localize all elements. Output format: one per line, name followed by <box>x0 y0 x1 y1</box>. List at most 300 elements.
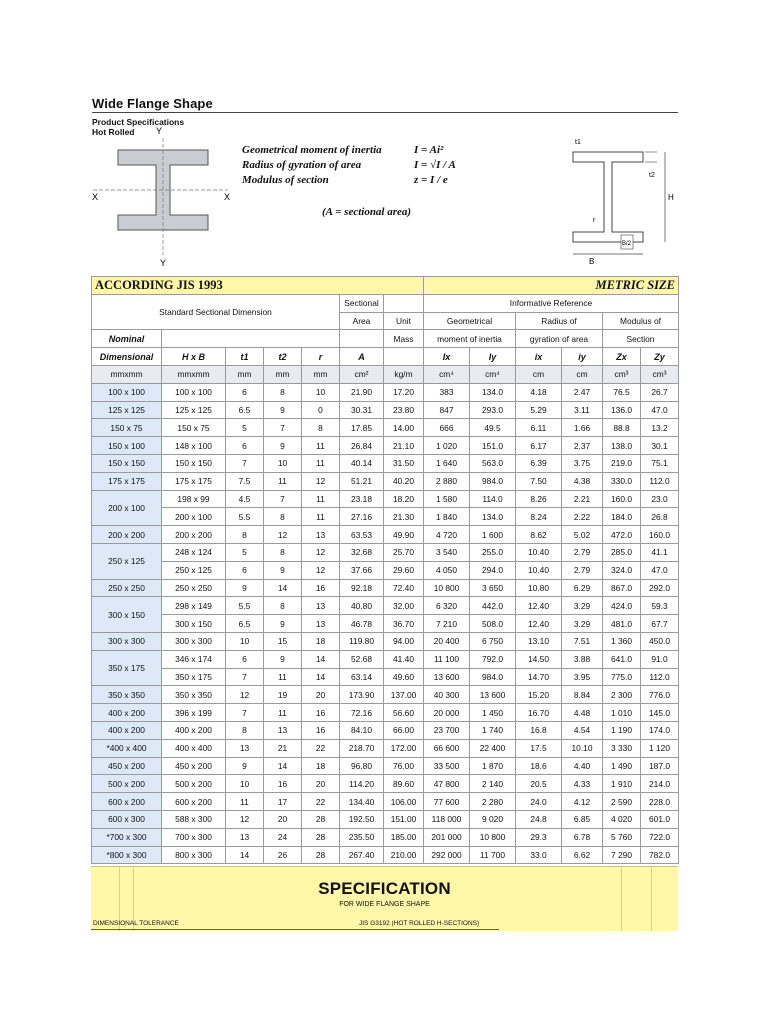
data-cell: 867.0 <box>603 579 641 597</box>
data-cell: 6.39 <box>516 454 562 472</box>
data-cell: 138.0 <box>603 437 641 455</box>
data-cell: 500 x 200 <box>162 775 226 793</box>
nominal-cell: 250 x 250 <box>92 579 162 597</box>
x-right-label: X <box>224 192 231 202</box>
data-cell: 700 x 300 <box>162 828 226 846</box>
data-cell: 92.18 <box>340 579 384 597</box>
data-cell: 3.75 <box>562 454 603 472</box>
y-bottom-label: Y <box>160 258 167 268</box>
data-cell: 84.10 <box>340 721 384 739</box>
data-cell: 63.53 <box>340 526 384 544</box>
data-cell: 151.00 <box>384 810 424 828</box>
data-cell: 67.7 <box>641 615 679 633</box>
data-cell: 66 600 <box>424 739 470 757</box>
data-cell: 6.85 <box>562 810 603 828</box>
data-cell: 6.5 <box>226 615 264 633</box>
data-cell: 8 <box>264 543 302 561</box>
data-cell: 10.40 <box>516 561 562 579</box>
data-cell: 5 <box>226 419 264 437</box>
data-cell: 112.0 <box>641 472 679 490</box>
unit-cell: cm <box>562 365 603 383</box>
data-cell: 33.0 <box>516 846 562 864</box>
data-cell: 8 <box>226 526 264 544</box>
data-cell: 160.0 <box>603 490 641 508</box>
symbol-cell: Ix <box>424 348 470 366</box>
data-cell: 11 <box>302 437 340 455</box>
table-row <box>92 721 679 739</box>
data-cell: 16.70 <box>516 704 562 722</box>
data-cell: 984.0 <box>470 668 516 686</box>
data-cell: 125 x 125 <box>162 401 226 419</box>
table-row <box>92 579 679 597</box>
data-cell: 7 290 <box>603 846 641 864</box>
data-cell: 1 190 <box>603 721 641 739</box>
data-cell: 7 <box>226 454 264 472</box>
data-cell: 20 <box>302 775 340 793</box>
unit-cell: mm <box>302 365 340 383</box>
data-cell: 298 x 149 <box>162 597 226 615</box>
unit-cell: cm³ <box>603 365 641 383</box>
data-cell: 601.0 <box>641 810 679 828</box>
data-cell: 160.0 <box>641 526 679 544</box>
symbol-cell: iy <box>562 348 603 366</box>
data-cell: 6 750 <box>470 632 516 650</box>
table-row <box>92 383 679 401</box>
data-cell: 33 500 <box>424 757 470 775</box>
radius-header: Radius of <box>516 312 603 330</box>
data-cell: 17 <box>264 793 302 811</box>
data-cell: 4 050 <box>424 561 470 579</box>
data-cell: 96.80 <box>340 757 384 775</box>
nominal-cell: 300 x 150 <box>92 597 162 633</box>
data-cell: 51.21 <box>340 472 384 490</box>
data-cell: 6.11 <box>516 419 562 437</box>
data-cell: 192.50 <box>340 810 384 828</box>
data-cell: 210.00 <box>384 846 424 864</box>
symbol-cell: r <box>302 348 340 366</box>
data-cell: 2.37 <box>562 437 603 455</box>
data-cell: 383 <box>424 383 470 401</box>
table-row <box>92 810 679 828</box>
t2-label: t2 <box>649 172 655 179</box>
data-cell: 11 100 <box>424 650 470 668</box>
data-cell: 7.51 <box>562 632 603 650</box>
table-row <box>92 526 679 544</box>
blank-cell <box>340 330 384 348</box>
data-cell: 26.84 <box>340 437 384 455</box>
data-cell: 722.0 <box>641 828 679 846</box>
data-cell: 49.90 <box>384 526 424 544</box>
nominal-cell: *400 x 400 <box>92 739 162 757</box>
data-cell: 219.0 <box>603 454 641 472</box>
data-cell: 21.10 <box>384 437 424 455</box>
data-cell: 26 <box>264 846 302 864</box>
data-cell: 3.88 <box>562 650 603 668</box>
data-cell: 28 <box>302 810 340 828</box>
data-cell: 9 <box>264 437 302 455</box>
data-cell: 63.14 <box>340 668 384 686</box>
data-cell: 174.0 <box>641 721 679 739</box>
data-cell: 2 300 <box>603 686 641 704</box>
data-cell: 198 x 99 <box>162 490 226 508</box>
table-row <box>92 757 679 775</box>
product-spec-label: Product Specifications <box>92 117 185 127</box>
specification-banner <box>91 866 678 931</box>
data-cell: 6 <box>226 650 264 668</box>
data-cell: 175 x 175 <box>162 472 226 490</box>
data-cell: 9 <box>226 579 264 597</box>
data-cell: 21.90 <box>340 383 384 401</box>
data-cell: 15 <box>264 632 302 650</box>
blank-cell <box>162 330 340 348</box>
table-row <box>92 828 679 846</box>
nominal-cell: *700 x 300 <box>92 828 162 846</box>
data-cell: 47.0 <box>641 561 679 579</box>
symbol-cell: t2 <box>264 348 302 366</box>
informative-header: Informative Reference <box>424 294 679 312</box>
data-cell: 52.68 <box>340 650 384 668</box>
data-cell: 11 <box>264 472 302 490</box>
symbol-cell: Iy <box>470 348 516 366</box>
data-cell: 4 020 <box>603 810 641 828</box>
b-half-label: B/2 <box>622 241 632 247</box>
data-cell: 267.40 <box>340 846 384 864</box>
data-cell: 13 <box>302 615 340 633</box>
data-cell: 1 910 <box>603 775 641 793</box>
data-cell: 2 140 <box>470 775 516 793</box>
data-cell: 9 <box>264 650 302 668</box>
data-cell: 16 <box>302 721 340 739</box>
data-cell: 9 <box>264 561 302 579</box>
unit-cell: mm <box>264 365 302 383</box>
sectional-header: Sectional <box>340 294 384 312</box>
specification-subtitle: FOR WIDE FLANGE SHAPE <box>339 901 430 908</box>
data-cell: 2.79 <box>562 561 603 579</box>
data-cell: 292 000 <box>424 846 470 864</box>
data-cell: 31.50 <box>384 454 424 472</box>
data-cell: 7 <box>264 490 302 508</box>
nominal-cell: 200 x 100 <box>92 490 162 526</box>
data-cell: 40.14 <box>340 454 384 472</box>
data-cell: 7 <box>226 704 264 722</box>
data-cell: 7.50 <box>516 472 562 490</box>
unit-cell: mmxmm <box>162 365 226 383</box>
spec-underline <box>91 929 499 930</box>
data-cell: 23.18 <box>340 490 384 508</box>
data-cell: 2 590 <box>603 793 641 811</box>
table-row <box>92 401 679 419</box>
data-cell: 17.5 <box>516 739 562 757</box>
data-cell: 49.5 <box>470 419 516 437</box>
unit-cell: cm <box>516 365 562 383</box>
data-cell: 13 <box>302 526 340 544</box>
data-cell: 28 <box>302 828 340 846</box>
h-label: H <box>668 193 674 202</box>
specification-title: SPECIFICATION <box>318 879 451 898</box>
data-cell: 1 490 <box>603 757 641 775</box>
data-cell: 15.20 <box>516 686 562 704</box>
ibeam-dimension-diagram-icon <box>565 132 680 267</box>
data-cell: 472.0 <box>603 526 641 544</box>
data-cell: 1 450 <box>470 704 516 722</box>
table-row <box>92 739 679 757</box>
data-cell: 76.5 <box>603 383 641 401</box>
nominal-cell: 150 x 150 <box>92 454 162 472</box>
data-cell: 4.5 <box>226 490 264 508</box>
data-cell: 201 000 <box>424 828 470 846</box>
formula-row: Radius of gyration of area I = √I / A <box>242 159 456 171</box>
header-rule <box>92 112 678 113</box>
data-cell: 330.0 <box>603 472 641 490</box>
data-cell: 20 <box>302 686 340 704</box>
symbol-cell: Zx <box>603 348 641 366</box>
data-cell: 228.0 <box>641 793 679 811</box>
data-cell: 150 x 75 <box>162 419 226 437</box>
symbol-cell: H x B <box>162 348 226 366</box>
data-cell: 200 x 200 <box>162 526 226 544</box>
data-cell: 49.60 <box>384 668 424 686</box>
data-cell: 13 <box>264 721 302 739</box>
data-cell: 12 <box>302 561 340 579</box>
table-row <box>92 775 679 793</box>
data-cell: 22 400 <box>470 739 516 757</box>
data-cell: 59.3 <box>641 597 679 615</box>
data-cell: 10 <box>226 775 264 793</box>
data-cell: 7 <box>226 668 264 686</box>
area-header: Area <box>340 312 384 330</box>
blank-cell <box>384 348 424 366</box>
data-cell: 9 <box>264 401 302 419</box>
table-row <box>92 543 679 561</box>
data-cell: 16.8 <box>516 721 562 739</box>
data-cell: 187.0 <box>641 757 679 775</box>
data-cell: 2.47 <box>562 383 603 401</box>
data-cell: 4.40 <box>562 757 603 775</box>
data-cell: 14.70 <box>516 668 562 686</box>
data-cell: 24.8 <box>516 810 562 828</box>
data-cell: 588 x 300 <box>162 810 226 828</box>
data-cell: 346 x 174 <box>162 650 226 668</box>
data-cell: 29.60 <box>384 561 424 579</box>
data-cell: 4 720 <box>424 526 470 544</box>
data-cell: 40 300 <box>424 686 470 704</box>
nominal-cell: 600 x 300 <box>92 810 162 828</box>
units-row <box>92 365 679 383</box>
data-cell: 10.40 <box>516 543 562 561</box>
data-cell: 3 650 <box>470 579 516 597</box>
data-cell: 22 <box>302 739 340 757</box>
table-row <box>92 472 679 490</box>
formula-list <box>242 143 456 188</box>
table-row <box>92 419 679 437</box>
formula-row: Geometrical moment of inertia I = Ai² <box>242 144 444 156</box>
data-cell: 1 640 <box>424 454 470 472</box>
r-label: r <box>593 217 596 224</box>
data-cell: 294.0 <box>470 561 516 579</box>
tolerance-label: DIMENSIONAL TOLERANCE <box>93 920 179 927</box>
data-cell: 100 x 100 <box>162 383 226 401</box>
data-cell: 12 <box>226 810 264 828</box>
data-cell: 23.80 <box>384 401 424 419</box>
unit-header: Unit <box>384 312 424 330</box>
nominal-cell: 100 x 100 <box>92 383 162 401</box>
data-cell: 10 800 <box>424 579 470 597</box>
table-banner <box>92 277 679 295</box>
data-cell: 13 <box>226 828 264 846</box>
data-cell: 250 x 125 <box>162 561 226 579</box>
unit-cell: cm⁴ <box>424 365 470 383</box>
data-cell: 3.29 <box>562 615 603 633</box>
data-cell: 89.60 <box>384 775 424 793</box>
data-cell: 4.12 <box>562 793 603 811</box>
data-cell: 450 x 200 <box>162 757 226 775</box>
data-cell: 792.0 <box>470 650 516 668</box>
data-cell: 77 600 <box>424 793 470 811</box>
data-cell: 10.80 <box>516 579 562 597</box>
data-cell: 6 320 <box>424 597 470 615</box>
data-cell: 3.95 <box>562 668 603 686</box>
data-cell: 300 x 300 <box>162 632 226 650</box>
nominal-cell: 250 x 125 <box>92 543 162 579</box>
data-cell: 776.0 <box>641 686 679 704</box>
data-cell: 666 <box>424 419 470 437</box>
section-header: Section <box>603 330 679 348</box>
b-label: B <box>589 257 595 266</box>
data-cell: 41.40 <box>384 650 424 668</box>
data-cell: 292.0 <box>641 579 679 597</box>
data-cell: 293.0 <box>470 401 516 419</box>
data-cell: 11 <box>264 704 302 722</box>
data-cell: 800 x 300 <box>162 846 226 864</box>
data-cell: 508.0 <box>470 615 516 633</box>
data-cell: 6.5 <box>226 401 264 419</box>
table-row <box>92 846 679 864</box>
data-cell: 11 <box>302 454 340 472</box>
data-cell: 14 <box>264 579 302 597</box>
data-cell: 17.20 <box>384 383 424 401</box>
data-cell: 17.85 <box>340 419 384 437</box>
data-cell: 4.33 <box>562 775 603 793</box>
data-cell: 8.26 <box>516 490 562 508</box>
data-cell: 400 x 200 <box>162 721 226 739</box>
data-cell: 7.5 <box>226 472 264 490</box>
data-cell: 118 000 <box>424 810 470 828</box>
data-cell: 41.1 <box>641 543 679 561</box>
data-cell: 27.16 <box>340 508 384 526</box>
nominal-cell: 300 x 300 <box>92 632 162 650</box>
data-cell: 847 <box>424 401 470 419</box>
data-cell: 10 <box>302 383 340 401</box>
table-row <box>92 490 679 508</box>
data-cell: 1 120 <box>641 739 679 757</box>
unit-cell: mmxmm <box>92 365 162 383</box>
data-cell: 20 <box>264 810 302 828</box>
data-cell: 10 800 <box>470 828 516 846</box>
data-cell: 6.78 <box>562 828 603 846</box>
data-cell: 2.79 <box>562 543 603 561</box>
data-cell: 88.8 <box>603 419 641 437</box>
data-cell: 1 870 <box>470 757 516 775</box>
std-dimension-header: Standard Sectional Dimension <box>92 294 340 330</box>
nominal-cell: *800 x 300 <box>92 846 162 864</box>
data-cell: 14 <box>302 650 340 668</box>
data-cell: 400 x 400 <box>162 739 226 757</box>
data-cell: 12 <box>264 526 302 544</box>
data-cell: 5 760 <box>603 828 641 846</box>
data-cell: 9 <box>226 757 264 775</box>
data-cell: 3 540 <box>424 543 470 561</box>
y-top-label: Y <box>156 126 163 136</box>
data-cell: 185.00 <box>384 828 424 846</box>
data-cell: 134.0 <box>470 383 516 401</box>
data-cell: 248 x 124 <box>162 543 226 561</box>
data-cell: 72.16 <box>340 704 384 722</box>
header-row-1 <box>92 294 679 312</box>
data-cell: 641.0 <box>603 650 641 668</box>
tolerance-standard: JIS G3192 (HOT ROLLED H-SECTIONS) <box>359 920 480 927</box>
data-cell: 984.0 <box>470 472 516 490</box>
data-cell: 28 <box>302 846 340 864</box>
nominal-cell: 200 x 200 <box>92 526 162 544</box>
unit-cell: cm² <box>340 365 384 383</box>
data-cell: 75.1 <box>641 454 679 472</box>
data-cell: 6.29 <box>562 579 603 597</box>
symbol-cell: Zy <box>641 348 679 366</box>
data-cell: 21.30 <box>384 508 424 526</box>
data-cell: 10.10 <box>562 739 603 757</box>
data-cell: 8 <box>226 721 264 739</box>
data-cell: 106.00 <box>384 793 424 811</box>
data-cell: 8.62 <box>516 526 562 544</box>
data-cell: 76.00 <box>384 757 424 775</box>
nominal-cell: 400 x 200 <box>92 704 162 722</box>
symbol-cell: t1 <box>226 348 264 366</box>
blank-cell <box>384 294 424 312</box>
table-row <box>92 632 679 650</box>
unit-cell: cm⁴ <box>470 365 516 383</box>
data-cell: 134.40 <box>340 793 384 811</box>
data-cell: 26.7 <box>641 383 679 401</box>
data-cell: 18.6 <box>516 757 562 775</box>
nominal-cell: 450 x 200 <box>92 757 162 775</box>
data-cell: 350 x 350 <box>162 686 226 704</box>
data-cell: 173.90 <box>340 686 384 704</box>
data-cell: 112.0 <box>641 668 679 686</box>
table-row <box>92 508 679 526</box>
mass-header: Mass <box>384 330 424 348</box>
data-cell: 3 330 <box>603 739 641 757</box>
data-cell: 6 <box>226 437 264 455</box>
data-cell: 136.0 <box>603 401 641 419</box>
data-cell: 4.38 <box>562 472 603 490</box>
data-cell: 2.21 <box>562 490 603 508</box>
data-cell: 22 <box>302 793 340 811</box>
page-title: Wide Flange Shape <box>92 96 213 111</box>
data-cell: 94.00 <box>384 632 424 650</box>
spec-table <box>91 276 679 881</box>
data-cell: 18 <box>302 632 340 650</box>
data-cell: 151.0 <box>470 437 516 455</box>
data-cell: 119.80 <box>340 632 384 650</box>
data-cell: 24.0 <box>516 793 562 811</box>
table-row <box>92 437 679 455</box>
table-row <box>92 454 679 472</box>
table-row <box>92 793 679 811</box>
data-cell: 12 <box>302 472 340 490</box>
data-cell: 1 740 <box>470 721 516 739</box>
data-cell: 2 880 <box>424 472 470 490</box>
unit-cell: cm³ <box>641 365 679 383</box>
